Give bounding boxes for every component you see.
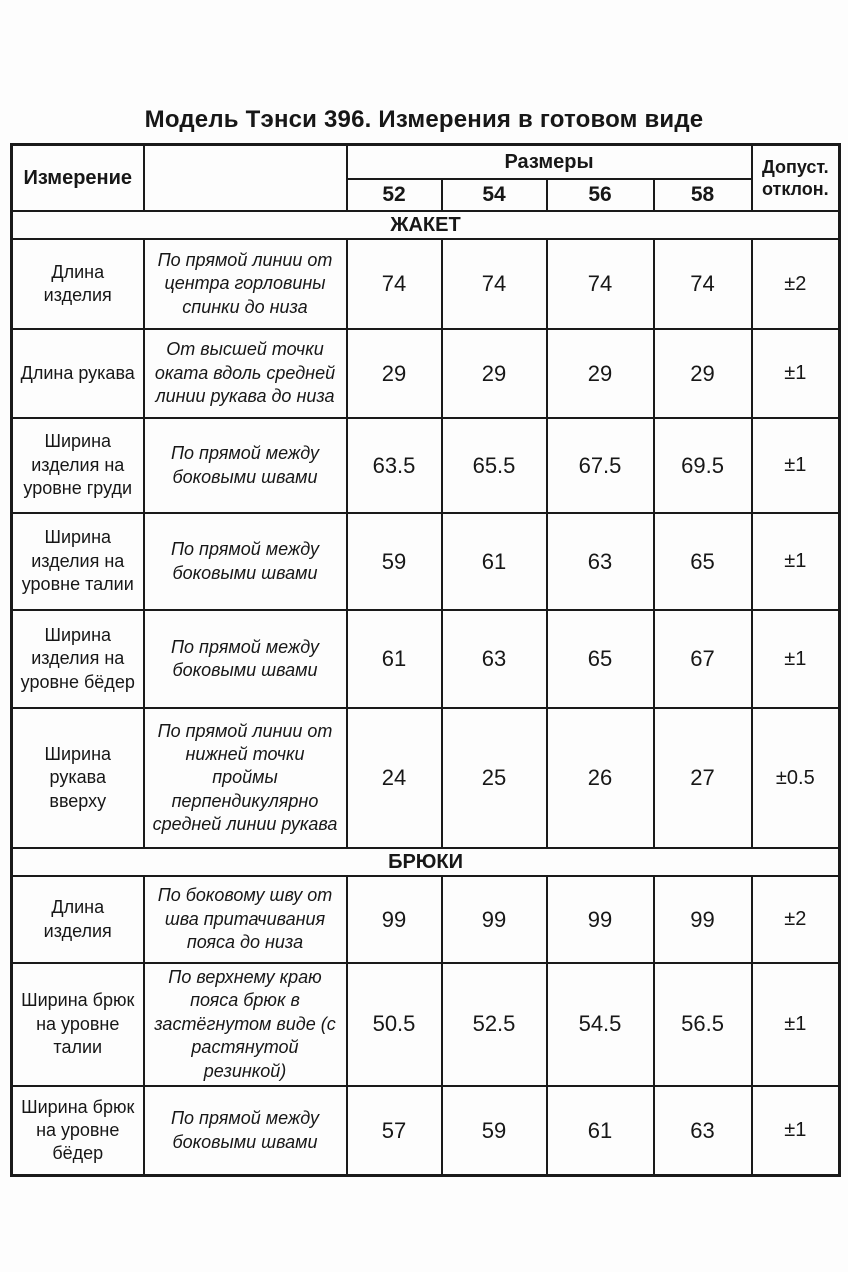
section-title: БРЮКИ (12, 848, 840, 876)
measurement-method: По боковому шву от шва притачивания пояса до низа (144, 876, 347, 963)
measurement-method: По прямой между боковыми швами (144, 610, 347, 708)
section-header-jacket (12, 211, 840, 239)
tolerance-value: ±0.5 (752, 708, 840, 848)
value-size-56: 99 (547, 876, 654, 963)
measurements-table (10, 143, 841, 1177)
tolerance-value: ±1 (752, 610, 840, 708)
measurement-label: Ширина брюк на уровне талии (12, 963, 144, 1086)
measurement-method: По верхнему краю пояса брюк в застёгнутом виде (с растянутой резинкой) (144, 963, 347, 1086)
tolerance-value: ±1 (752, 513, 840, 610)
page-title: Модель Тэнси 396. Измерения в готовом виде (144, 106, 704, 133)
value-size-58: 67 (654, 610, 752, 708)
header-size-56: 56 (547, 179, 654, 211)
table-row (12, 876, 840, 963)
measurement-method: По прямой между боковыми швами (144, 1086, 347, 1176)
value-size-52: 59 (347, 513, 442, 610)
header-tolerance: Допуст. отклон. (752, 145, 840, 212)
measurement-method: От высшей точки оката вдоль средней линии рукава до низа (144, 329, 347, 418)
header-size-52: 52 (347, 179, 442, 211)
measurement-method: По прямой между боковыми швами (144, 513, 347, 610)
table-header (12, 145, 840, 212)
value-size-56: 65 (547, 610, 654, 708)
table-row (12, 610, 840, 708)
value-size-54: 25 (442, 708, 547, 848)
tolerance-value: ±2 (752, 876, 840, 963)
value-size-56: 29 (547, 329, 654, 418)
table-row (12, 708, 840, 848)
value-size-52: 99 (347, 876, 442, 963)
value-size-58: 29 (654, 329, 752, 418)
value-size-56: 67.5 (547, 418, 654, 513)
tolerance-value: ±1 (752, 1086, 840, 1176)
value-size-52: 63.5 (347, 418, 442, 513)
header-measurement: Измерение (12, 145, 144, 212)
tolerance-value: ±1 (752, 963, 840, 1086)
section-header-trousers (12, 848, 840, 876)
header-sizes: Размеры (347, 145, 752, 180)
value-size-56: 63 (547, 513, 654, 610)
value-size-52: 61 (347, 610, 442, 708)
measurement-label: Длина изделия (12, 876, 144, 963)
value-size-56: 26 (547, 708, 654, 848)
value-size-58: 69.5 (654, 418, 752, 513)
table-row (12, 329, 840, 418)
tolerance-value: ±2 (752, 239, 840, 329)
value-size-58: 99 (654, 876, 752, 963)
table-row (12, 513, 840, 610)
header-method (144, 145, 347, 212)
value-size-54: 52.5 (442, 963, 547, 1086)
value-size-56: 54.5 (547, 963, 654, 1086)
header-size-54: 54 (442, 179, 547, 211)
table-row (12, 239, 840, 329)
value-size-58: 56.5 (654, 963, 752, 1086)
value-size-54: 59 (442, 1086, 547, 1176)
table-row (12, 963, 840, 1086)
measurement-method: По прямой линии от нижней точки проймы перпендикулярно средней линии рукава (144, 708, 347, 848)
measurement-method: По прямой линии от центра горловины спинки до низа (144, 239, 347, 329)
measurement-label: Ширина изделия на уровне бёдер (12, 610, 144, 708)
value-size-58: 74 (654, 239, 752, 329)
value-size-52: 50.5 (347, 963, 442, 1086)
measurement-method: По прямой между боковыми швами (144, 418, 347, 513)
table-row (12, 1086, 840, 1176)
measurement-label: Длина рукава (12, 329, 144, 418)
tolerance-value: ±1 (752, 418, 840, 513)
value-size-58: 27 (654, 708, 752, 848)
value-size-52: 24 (347, 708, 442, 848)
measurement-label: Ширина изделия на уровне талии (12, 513, 144, 610)
value-size-58: 65 (654, 513, 752, 610)
measurement-label: Ширина брюк на уровне бёдер (12, 1086, 144, 1176)
value-size-54: 74 (442, 239, 547, 329)
value-size-52: 57 (347, 1086, 442, 1176)
value-size-54: 63 (442, 610, 547, 708)
value-size-56: 61 (547, 1086, 654, 1176)
measurement-label: Длина изделия (12, 239, 144, 329)
value-size-54: 65.5 (442, 418, 547, 513)
measurement-label: Ширина изделия на уровне груди (12, 418, 144, 513)
value-size-56: 74 (547, 239, 654, 329)
value-size-52: 74 (347, 239, 442, 329)
section-title: ЖАКЕТ (12, 211, 840, 239)
value-size-58: 63 (654, 1086, 752, 1176)
value-size-54: 99 (442, 876, 547, 963)
value-size-54: 29 (442, 329, 547, 418)
header-size-58: 58 (654, 179, 752, 211)
table-row (12, 418, 840, 513)
value-size-52: 29 (347, 329, 442, 418)
tolerance-value: ±1 (752, 329, 840, 418)
measurement-label: Ширина рукава вверху (12, 708, 144, 848)
value-size-54: 61 (442, 513, 547, 610)
